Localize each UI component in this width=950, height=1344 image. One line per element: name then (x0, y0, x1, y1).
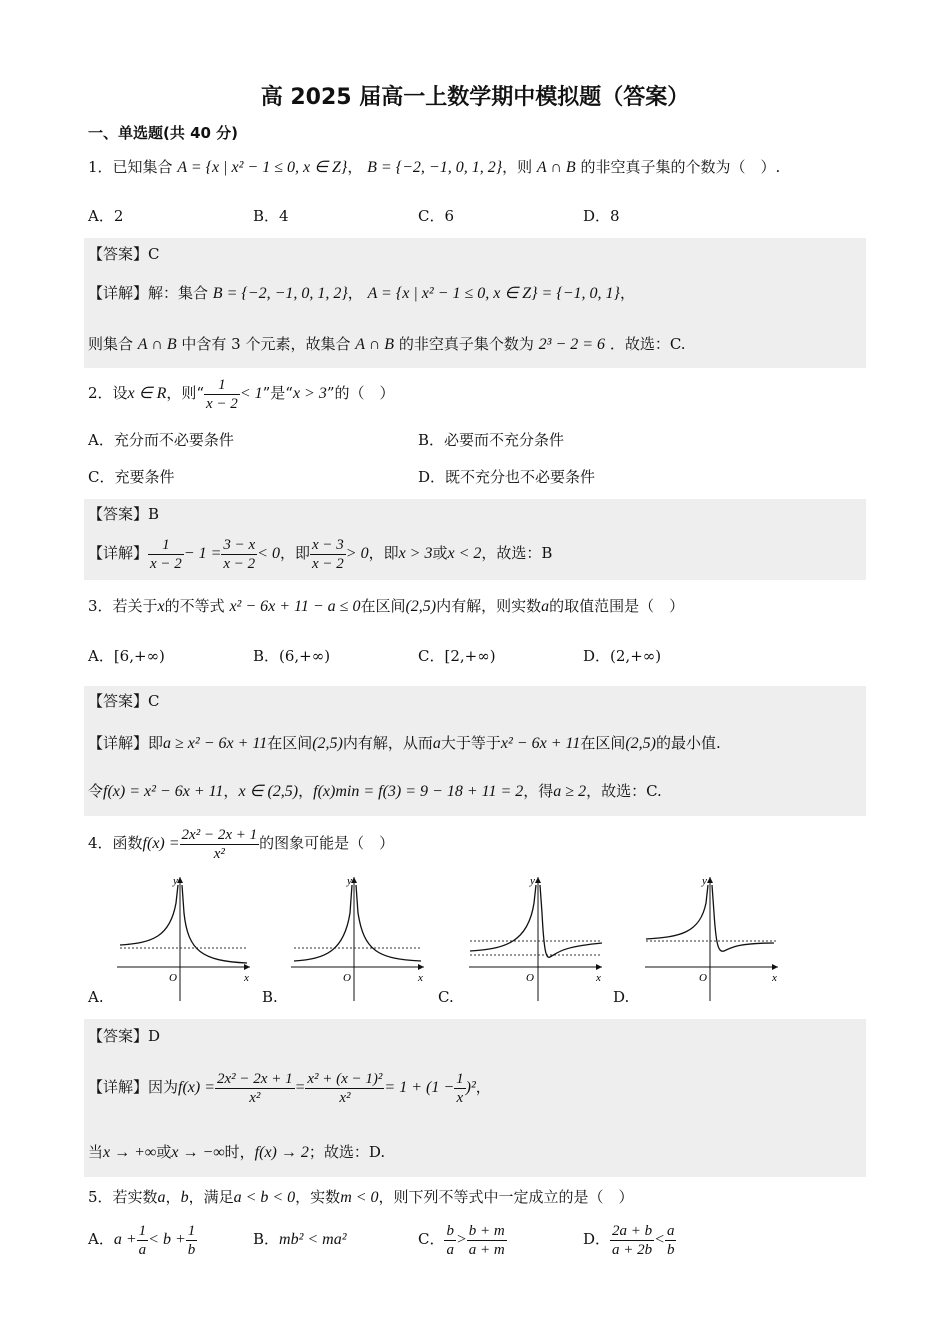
axis-y-label: y (173, 875, 178, 887)
q4-stem: 4．函数f(x) = $\frac{\text{2x² − 2x + 1}}{\text{x²}}$ 的图象可能是（ ） (88, 826, 395, 862)
q4-graph-d (640, 873, 782, 1003)
q4-answer: 【答案】D (88, 1027, 161, 1045)
q4-detail-line2: 当x → +∞或x → −∞时，f(x) → 2；故选：D. (88, 1143, 386, 1161)
q4-option-a: A. (88, 988, 104, 1006)
q4-detail: 【详解】因为f(x) = $\frac{\text{2x² − 2x + 1}}{\text{x²}}$ = $\frac{\text{x² + (x − 1)²}}{\text{x²}}$ = 1 + (1 − $\frac{1}{x}$ )²， (88, 1070, 491, 1106)
q1-stem: 1．已知集合 A = {x | x² − 1 ≤ 0, x ∈ Z}， B = {−2, −1, 0, 1, 2}，则 A ∩ B 的非空真子集的个数为（ ）. (88, 158, 781, 176)
q5-option-c: C． $\frac{b}{a}$ > $\frac{b + m}{a + m}$ (418, 1222, 505, 1258)
page-title: 高 2025 届高一上数学期中模拟题（答案） (260, 85, 690, 110)
q2-fraction: $\frac{1}{x - 2}$ (206, 376, 238, 412)
q2-detail: 【详解】 $\frac{1}{x - 2}$ − 1 = $\frac{3 - x}{x - 2}$ < 0，即 $\frac{x - 3}{x - 2}$ > 0，即x > 3或x < 2，故选：B (88, 536, 553, 572)
axis-y-label: y (347, 875, 352, 887)
q2-option-d: D．既不充分也不必要条件 (418, 468, 596, 486)
q3-option-d: D．(2,+∞) (583, 647, 662, 665)
q3-detail: 【详解】即a ≥ x² − 6x + 11在区间(2,5)内有解，从而a大于等于x² − 6x + 11在区间(2,5)的最小值. (88, 734, 721, 752)
q4-graph-c (464, 873, 606, 1003)
q3-option-b: B．(6,+∞) (253, 647, 331, 665)
q5-stem: 5．若实数a，b，满足a < b < 0，实数m < 0，则下列不等式中一定成立的是（ ） (88, 1188, 634, 1206)
q4-option-c: C. (438, 988, 454, 1006)
q1-option-c: C．6 (418, 207, 455, 225)
q2-answer: 【答案】B (88, 505, 160, 523)
axis-y-label: y (702, 875, 707, 887)
axis-x-label: x (418, 972, 423, 984)
section-heading: 一、单选题(共 40 分) (88, 124, 239, 142)
origin-label: O (699, 972, 707, 984)
q3-stem: 3．若关于x的不等式 x² − 6x + 11 − a ≤ 0在区间(2,5)内有解，则实数a的取值范围是（ ） (88, 597, 685, 615)
q2-option-b: B．必要而不充分条件 (418, 431, 565, 449)
q3-detail-line2: 令f(x) = x² − 6x + 11，x ∈ (2,5)，f(x)min = f(3) = 9 − 18 + 11 = 2，得a ≥ 2，故选：C. (88, 782, 662, 800)
q2-option-a: A．充分而不必要条件 (88, 431, 234, 449)
axis-x-label: x (596, 972, 601, 984)
q3-option-a: A．[6,+∞) (88, 647, 165, 665)
q4-option-d: D. (613, 988, 630, 1006)
origin-label: O (526, 972, 534, 984)
q5-option-b: B．mb² < ma² (253, 1230, 347, 1248)
axis-y-label: y (530, 875, 535, 887)
q1-detail-line2: 则集合 A ∩ B 中含有 3 个元素，故集合 A ∩ B 的非空真子集个数为 2³ − 2 = 6 ．故选：C. (88, 335, 686, 353)
q1-detail: 【详解】解：集合 B = {−2, −1, 0, 1, 2}， A = {x | x² − 1 ≤ 0, x ∈ Z} = {−1, 0, 1}， (88, 284, 635, 302)
q1-answer: 【答案】C (88, 245, 160, 263)
q3-answer: 【答案】C (88, 692, 160, 710)
q2-stem: 2．设x ∈ R，则“ $\frac{1}{x - 2}$ < 1”是“x > 3”的（ ） (88, 376, 395, 412)
q3-option-c: C．[2,+∞) (418, 647, 496, 665)
axis-x-label: x (772, 972, 777, 984)
q1-option-b: B．4 (253, 207, 289, 225)
q1-option-a: A．2 (88, 207, 124, 225)
q2-option-c: C．充要条件 (88, 468, 175, 486)
q5-option-a: A．a + $\frac{1}{a}$ < b + $\frac{1}{b}$ (88, 1222, 196, 1258)
q4-graph-a (112, 873, 254, 1003)
q4-option-b: B. (262, 988, 278, 1006)
q5-option-d: D． $\frac{2a + b}{a + 2b}$ < $\frac{a}{b}$ (583, 1222, 675, 1258)
q1-option-d: D．8 (583, 207, 620, 225)
axis-x-label: x (244, 972, 249, 984)
origin-label: O (343, 972, 351, 984)
origin-label: O (169, 972, 177, 984)
q4-graph-b (286, 873, 428, 1003)
